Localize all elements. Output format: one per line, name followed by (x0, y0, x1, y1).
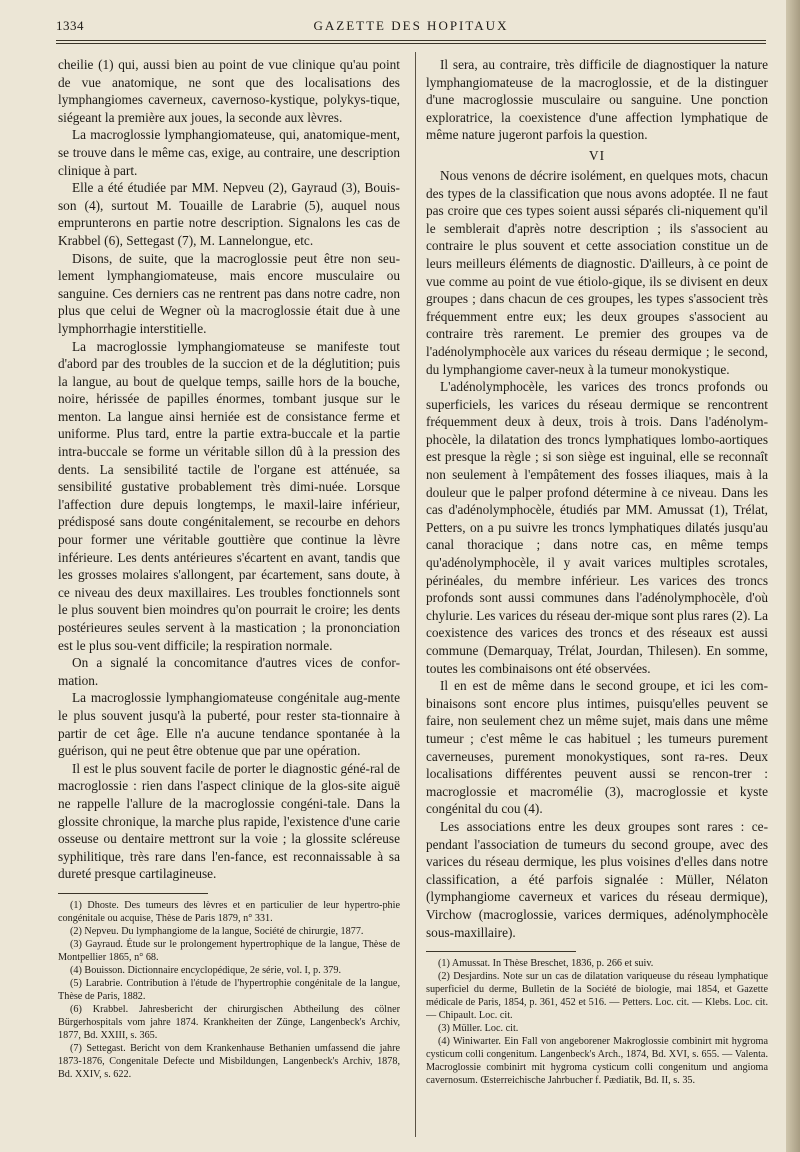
footnote: (1) Dhoste. Des tumeurs des lèvres et en particulier de leur hypertro-phie congénitale ou acquise, Thèse de Paris 1879, n° 331. (58, 899, 400, 924)
paragraph: Les associations entre les deux groupes sont rares : ce-pendant l'association de tumeurs du second groupe, avec des varices du réseau dermique, les plus voisines d'elles dans notre classification, a été parfois signalée : Müller, Nélaton (lymphangiome caverneux et varices du réseau dermique), Virchow (macroglossie, varices dermiques, adénolymphocèle sous-maxillaire). (426, 818, 768, 940)
footnote: (3) Gayraud. Étude sur le prolongement hypertrophique de la langue, Thèse de Montpellier 1865, n° 68. (58, 938, 400, 963)
paragraph: La macroglossie lymphangiomateuse se manifeste tout d'abord par des troubles de la succion et de la déglutition; puis la langue, au bout de quelque temps, saille hors de la bouche, noire, hérissée de papilles énormes, tombant jusque sur le menton. La langue ainsi herniée est de consistance ferme et uniforme. Plus tard, entre la partie extra-buccale et la partie intra-buccale se forme un véritable sillon dû à la pression des dents. La sensibilité tactile de l'organe est atténuée, sa sensibilité gustative probablement très dimi-nuée. Lorsque l'affection dure depuis longtemps, le maxil-laire inférieur, prédisposé sans doute congénitalement, se recourbe en dehors pour former une véritable gouttière que continue la lèvre inférieure. Les dents antérieures s'écartent en avant, tandis que les grosses molaires s'allongent, par écartement, sans doute, à ce niveau des deux maxillaires. Les troubles fonctionnels sont le plus souvent bien moindres qu'on pourrait le croire; les dents postérieures seules servent à la mastication ; la prononciation est le plus sou-vent difficile; la respiration normale. (58, 338, 400, 653)
paragraph: Elle a été étudiée par MM. Nepveu (2), Gayraud (3), Bouis-son (4), surtout M. Touaille de Larabrie (5), auquel nous emprunterons en partie notre description. Signalons les cas de Krabbel (6), Settegast (7), M. Lannelongue, etc. (58, 180, 400, 248)
paragraph: Disons, de suite, que la macroglossie peut être non seu-lement lymphangiomateuse, mais encore musculaire ou sanguine. Ces derniers cas ne rentrent pas dans notre cadre, non plus que celui de Wegner où la macroglossie était due à une lymphorrhagie interstitielle. (58, 250, 400, 336)
footnotes-left (58, 899, 400, 1081)
paragraph: La macroglossie lymphangiomateuse, qui, anatomique-ment, se trouve dans le même cas, exige, au contraire, une description clinique à part. (58, 127, 400, 178)
footnote: (2) Nepveu. Du lymphangiome de la langue, Société de chirurgie, 1877. (70, 925, 364, 937)
page-header (56, 14, 766, 40)
page-number: 1334 (56, 18, 84, 33)
footnote-rule (58, 893, 208, 894)
paragraph: Nous venons de décrire isolément, en quelques mots, chacun des types de la classification que nous avons adoptée. Il ne faut pas croire que ces types soient aussi séparés cli-niquement qu'il le semblerait d'après notre description ; ils s'associent au contraire le plus souvent et cette association constitue un de leurs meilleurs éléments de diagnostic. D'ailleurs, à ce point de vue comme au point de vue étiolo-gique, ils se divisent en deux groupes ; dans chacun de ces groupes, les types s'associent très fréquemment entre eux; les deux groupes s'associent au contraire très rarement. Le premier des groupes va de l'adénolymphocèle aux varices du réseau dermique ; le second, du lymphangiome caver-neux à la tumeur monokystique. (426, 167, 768, 377)
footnotes-right (426, 957, 768, 1087)
paragraph: La macroglossie lymphangiomateuse congénitale aug-mente le plus souvent jusqu'à la puberté, pour rester sta-tionnaire à partir de cet âge. Elle n'a aucune tendance spontanée à la guérison, qui ne peut être obtenue que par une opération. (58, 690, 400, 759)
footnote: (3) Müller. Loc. cit. (438, 1023, 519, 1035)
right-column (426, 56, 768, 1141)
paragraph: cheilie (1) qui, aussi bien au point de vue clinique qu'au point de vue anatomique, ne sont que des localisations des lymphangiomes caverneux, cavernoso-kystique, polykys-tique, siégeant la première aux joues, la seconde aux lèvres. (58, 57, 400, 125)
footnote: (1) Amussat. In Thèse Breschet, 1836, p. 266 et suiv. (438, 958, 654, 970)
paragraph: Il sera, au contraire, très difficile de diagnostiquer la nature lymphangiomateuse de la macroglossie, et de la distinguer d'une macroglossie musculaire ou sanguine. Une ponction exploratrice, la coexistence d'une affection lymphatique de même nature jugeront parfois la question. (426, 57, 768, 143)
paragraph: On a signalé la concomitance d'autres vices de confor-mation. (58, 655, 400, 688)
paragraph: Il est le plus souvent facile de porter le diagnostic géné-ral de macroglossie : rien dans l'aspect clinique de la glos-site aiguë ne rappelle l'allure de la macroglossie congéni-tale. Dans la glossite chronique, la marche plus rapide, l'existence d'une carie osseuse ou dentaire mettront sur la voie ; la glossite scléreuse syphilitique, très rare dans l'en-fance, est reconnaissable à sa dureté presque cartilagineuse. (58, 760, 400, 882)
paragraph: Il en est de même dans le second groupe, et ici les com-binaisons sont encore plus intimes, puisqu'elles peuvent se faire, non seulement chez un même sujet, mais dans une même tumeur ; c'est même le cas habituel ; les tumeurs purement caverneuses, purement monokystiques, sont ra-res. Deux localisations différentes peuvent aussi se rencon-trer : macroglossie et macromélie (3), macroglossie et kyste congénital du cou (4). (426, 678, 768, 817)
column-divider (415, 52, 416, 1137)
page-edge (786, 0, 800, 1152)
left-column (58, 56, 400, 1141)
header-rule (56, 40, 766, 44)
footnote-rule (426, 951, 576, 952)
footnote: (2) Desjardins. Note sur un cas de dilatation variqueuse du réseau lymphatique superficiel du derme, Bulletin de la Société de biologie, mai 1854, et Gazette médicale de Paris, 1854, p. 361, 452 et 516. — Petters. Loc. cit. — Klebs. Loc. cit. — Chipault. Loc. cit. (426, 971, 768, 1022)
footnote: (5) Larabrie. Contribution à l'étude de l'hypertrophie congénitale de la langue, Thèse de Paris, 1882. (58, 977, 400, 1002)
footnote: (7) Settegast. Bericht von dem Krankenhause Bethanien umfassend die jahre 1873-1876, Congenitale Defecte und Misbildungen, Langenbeck's Archiv, 1878, Bd. XXIV, s. 622. (58, 1042, 400, 1080)
footnote: (4) Winiwarter. Ein Fall von angeborener Makroglossie combinirt mit hygroma cysticum colli congenitum. Langenbeck's Arch., 1874, Bd. XVI, s. 655. — Valenta. Macroglossie combinirt mit hygroma cysticum colli congenitum und angioma cavernosum. Œsterreichische Jahrbucher f. Pædiatik, Bd. II, s. 35. (426, 1036, 768, 1087)
footnote: (4) Bouisson. Dictionnaire encyclopédique, 2e série, vol. I, p. 379. (70, 964, 342, 976)
paragraph: L'adénolymphocèle, les varices des troncs profonds ou superficiels, les varices du réseau dermique se rencontrent fréquemment deux à deux, trois à trois. Dans l'adénolym-phocèle, la dilatation des troncs lymphatiques lombo-aortiques est presque la règle ; si son siège est inguinal, elle se reconnaît non seulement à l'empâtement des fosses iliaques, mais à la douleur que le palper profond détermine à ce niveau. Dans les cas d'adénolymphocèle, étudiés par MM. Amussat (1), Trélat, Petters, on a pu suivre les troncs lymphatiques dilatés jusqu'au canal thoracique ; dans notre cas, en même temps qu'adénolymphocèle, il y avait varices multiples scrotales, périnéales, du membre inférieur. Les varices des troncs profonds sont aussi communes dans l'adénolymphocèle, d'où chylurie. Les varices du réseau der-mique sont plus rares (2). La coexistence des varices des troncs et des réseaux est aussi commune (Demarquay, Trélat, Jourdan, Thilesen). En somme, toutes les combinaisons ont été observées. (426, 379, 768, 676)
journal-title: GAZETTE DES HOPITAUX (313, 18, 509, 33)
section-heading: VI (588, 147, 606, 163)
footnote: (6) Krabbel. Jahresbericht der chirurgischen Abtheilung des cölner Bürgerhospitals vom jahre 1874. Krankheiten der Zünge, Langenbeck's Archiv, 1877, Bd. XXIII, s. 365. (58, 1003, 400, 1041)
